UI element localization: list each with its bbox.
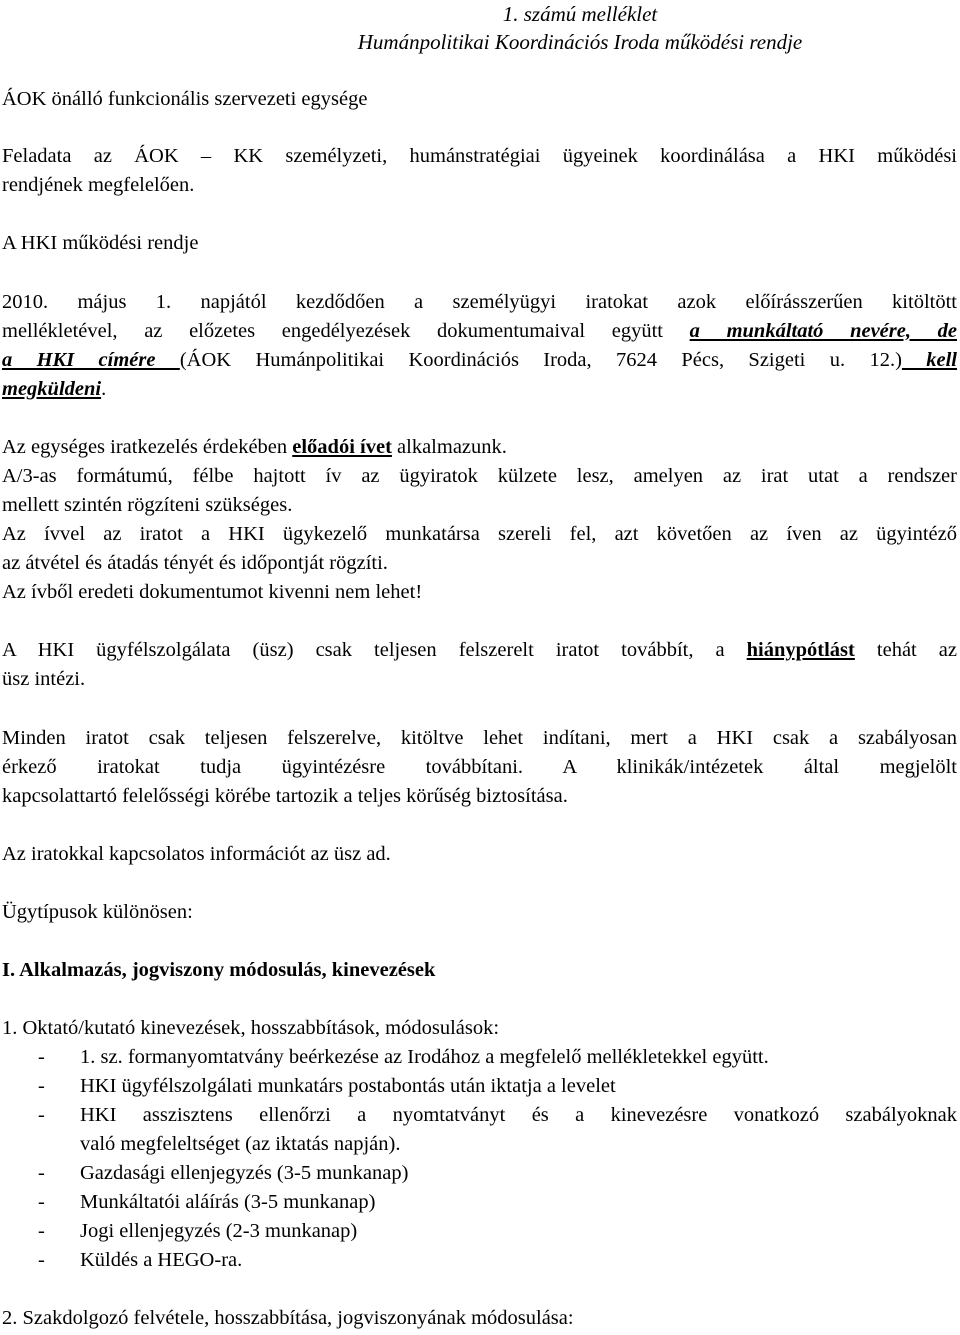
list-dash: - <box>38 1046 45 1068</box>
list-item: HKI ügyfélszolgálati munkatárs postabontás után iktatja a levelet <box>80 1075 616 1097</box>
list-item: Munkáltatói aláírás (3-5 munkanap) <box>80 1191 376 1213</box>
section-1-heading: I. Alkalmazás, jogviszony módosulás, kinevezések <box>2 959 436 981</box>
p1-line-1: 2010. május 1. napjától kezdődően a személyügyi iratokat azok előírásszerűen kitöltött <box>2 291 957 313</box>
document-header <box>0 0 960 56</box>
list-dash: - <box>38 1220 45 1242</box>
hki-address-emphasis: a HKI címére <box>2 349 180 371</box>
subsection-1-heading: 1. Oktató/kutató kinevezések, hosszabbítások, módosulások: <box>2 1017 500 1039</box>
p2-line-2: A/3-as formátumú, félbe hajtott ív az ügyiratok külzete lesz, amelyen az irat utat a rendszer <box>2 465 957 487</box>
list-dash: - <box>38 1162 45 1184</box>
hki-address: (ÁOK Humánpolitikai Koordinációs Iroda, 7624 Pécs, Szigeti u. 12.) <box>179 349 902 371</box>
list-item: Küldés a HEGO-ra. <box>80 1249 243 1271</box>
p2-line-4: Az ívvel az iratot a HKI ügykezelő munkatársa szereli fel, azt követően az íven az ügyintéző <box>2 523 957 545</box>
list-item-continued: való megfeleltséget (az iktatás napján). <box>80 1133 401 1155</box>
rules-heading: A HKI működési rendje <box>2 232 199 254</box>
case-types-heading: Ügytípusok különösen: <box>2 901 193 923</box>
task-line-1: Feladata az ÁOK – KK személyzeti, humánstratégiai ügyeinek koordinálása a HKI működési <box>2 145 957 167</box>
p4-line-3: kapcsolattartó felelősségi körébe tartozik a teljes körűség biztosítása. <box>2 785 568 807</box>
p2-text: Az egységes iratkezelés érdekében <box>2 436 293 458</box>
annex-label: 1. számú melléklet <box>502 2 658 26</box>
deficiency-emphasis: hiánypótlást <box>746 639 855 661</box>
p4-line-1: Minden iratot csak teljesen felszerelve, kitöltve lehet indítani, mert a HKI csak a szabályosan <box>2 727 957 749</box>
list-dash: - <box>38 1249 45 1271</box>
p2-line-6: Az ívből eredeti dokumentumot kivenni nem lehet! <box>2 581 423 603</box>
task-line-2: rendjének megfelelően. <box>2 174 195 196</box>
list-dash: - <box>38 1104 45 1126</box>
p1-line-3 <box>2 346 957 375</box>
list-item: HKI asszisztens ellenőrzi a nyomtatványt és a kinevezésre vonatkozó szabályoknak <box>80 1104 957 1126</box>
p2-line-1 <box>2 433 957 462</box>
employer-name-emphasis: a munkáltató nevére, de <box>689 320 957 342</box>
p1-line-4 <box>2 375 957 404</box>
p5-line: Az iratokkal kapcsolatos információt az üsz ad. <box>2 843 391 865</box>
p2-line-5: az átvétel és átadás tényét és időpontját rögzíti. <box>2 552 388 574</box>
document-title: Humánpolitikai Koordinációs Iroda működési rendje <box>357 30 803 54</box>
file-sheet-emphasis: előadói ívet <box>292 436 392 458</box>
p3-text-end: tehát az <box>854 639 957 661</box>
p2-line-3: mellett szintén rögzíteni szükséges. <box>2 494 293 516</box>
period: . <box>101 378 107 400</box>
p2-text-end: alkalmazunk. <box>391 436 507 458</box>
p1-text: mellékletével, az előzetes engedélyezések dokumentumaival együtt <box>2 320 690 342</box>
list-item: Jogi ellenjegyzés (2-3 munkanap) <box>80 1220 358 1242</box>
send-emphasis-2: megküldeni <box>2 378 102 400</box>
p1-line-2 <box>2 317 957 346</box>
list-item: Gazdasági ellenjegyzés (3-5 munkanap) <box>80 1162 409 1184</box>
p3-line-2: üsz intézi. <box>2 668 86 690</box>
list-item: 1. sz. formanyomtatvány beérkezése az Irodához a megfelelő mellékletekkel együtt. <box>80 1046 769 1068</box>
subsection-2-heading: 2. Szakdolgozó felvétele, hosszabbítása, jogviszonyának módosulása: <box>2 1307 574 1329</box>
p3-text: A HKI ügyfélszolgálata (üsz) csak teljesen felszerelt iratot továbbít, a <box>2 639 747 661</box>
p4-line-2: érkező iratokat tudja ügyintézésre továbbítani. A klinikák/intézetek által megjelölt <box>2 756 957 778</box>
unit-line: ÁOK önálló funkcionális szervezeti egysége <box>2 88 368 110</box>
send-emphasis: kell <box>901 349 958 371</box>
p3-line-1 <box>2 636 957 665</box>
list-dash: - <box>38 1191 45 1213</box>
list-dash: - <box>38 1075 45 1097</box>
